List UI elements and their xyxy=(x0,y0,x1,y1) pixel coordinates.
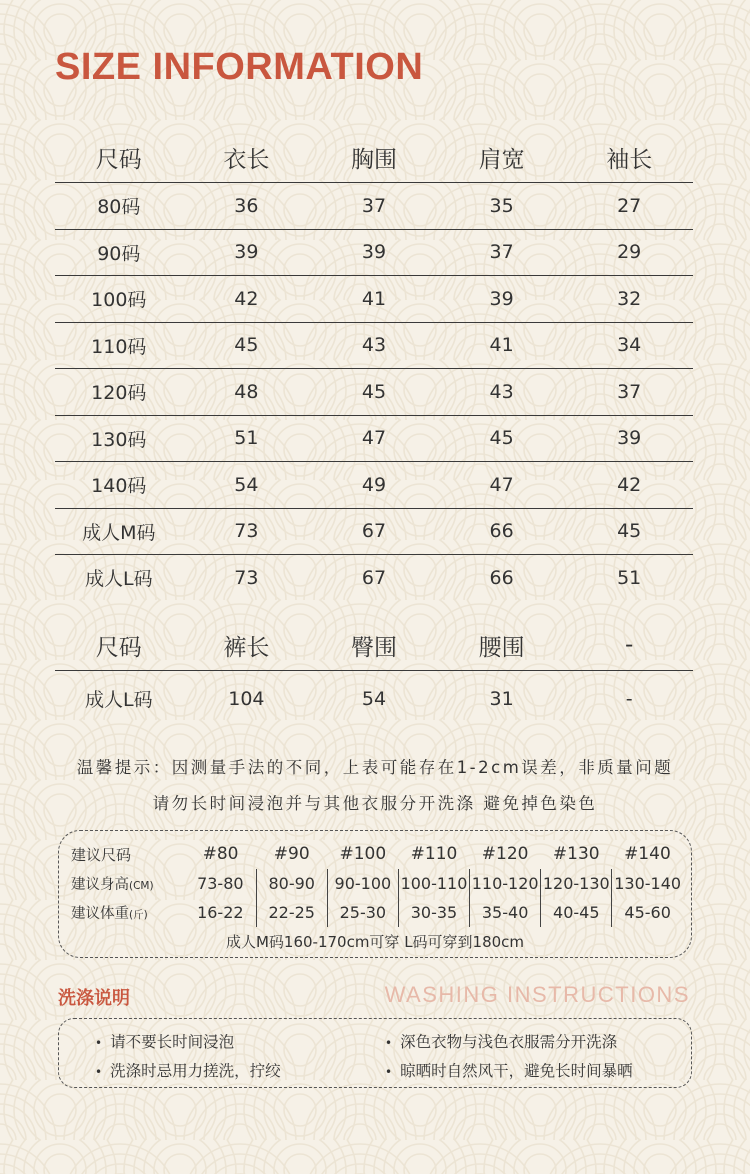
value-cell: 36 xyxy=(183,183,311,230)
reco-size-cell: #130 xyxy=(552,844,600,864)
reco-weight-cell: 30-35 xyxy=(398,898,469,927)
reco-weight-cell: 35-40 xyxy=(470,898,541,927)
size-cell: 成人M码 xyxy=(55,508,183,555)
header-cell: - xyxy=(565,620,693,671)
header-cell: 尺码 xyxy=(55,620,183,671)
header-cell: 臀围 xyxy=(310,620,438,671)
value-cell: 31 xyxy=(489,687,514,710)
value-cell: 41 xyxy=(310,276,438,323)
header-cell: 肩宽 xyxy=(438,132,566,183)
wash-instruction-text: 请不要长时间浸泡 xyxy=(110,1033,235,1051)
value-cell: 45 xyxy=(310,369,438,416)
bullet-icon: • xyxy=(95,1035,103,1050)
table-row xyxy=(55,183,693,230)
reco-height-cell: 73-80 xyxy=(197,874,244,893)
table-row xyxy=(55,462,693,509)
value-cell: 51 xyxy=(183,415,311,462)
reco-height-cell: 110-120 xyxy=(470,869,541,898)
value-cell: 39 xyxy=(183,229,311,276)
value-cell: 42 xyxy=(565,462,693,509)
size-cell: 80码 xyxy=(55,183,183,230)
value-cell: 67 xyxy=(310,508,438,555)
reco-weight-cell: 40-45 xyxy=(541,898,612,927)
header-cell: 袖长 xyxy=(565,132,693,183)
wash-instruction-item xyxy=(95,1030,234,1052)
value-cell: 47 xyxy=(310,415,438,462)
table-row xyxy=(55,508,693,555)
value-cell: 29 xyxy=(565,229,693,276)
reco-size-row xyxy=(71,839,683,869)
table-row xyxy=(55,276,693,323)
bullet-icon: • xyxy=(95,1064,103,1079)
reco-height-cell: 130-140 xyxy=(612,869,683,898)
size-cell: 140码 xyxy=(55,462,183,509)
reco-weight-cell: 25-30 xyxy=(327,898,398,927)
wash-instruction-item xyxy=(385,1059,633,1081)
header-cell: 腰围 xyxy=(438,620,566,671)
tip-line-2: 请勿长时间浸泡并与其他衣服分开洗涤 避免掉色染色 xyxy=(152,794,598,813)
size-cell: 90码 xyxy=(55,229,183,276)
value-cell: 35 xyxy=(438,183,566,230)
size-cell: 120码 xyxy=(55,369,183,416)
value-cell: 27 xyxy=(565,183,693,230)
value-cell: 47 xyxy=(438,462,566,509)
value-cell: 49 xyxy=(310,462,438,509)
value-cell: 37 xyxy=(310,183,438,230)
size-table-header xyxy=(55,132,693,183)
value-cell: 67 xyxy=(361,566,387,589)
reco-height-row xyxy=(71,869,683,898)
size-table xyxy=(55,132,693,601)
reco-size-cell: #140 xyxy=(624,844,671,864)
header-cell: 衣长 xyxy=(183,132,311,183)
height-label-text: 建议身高 xyxy=(71,877,129,893)
reco-height-label xyxy=(71,869,185,898)
header-cell: 裤长 xyxy=(183,620,311,671)
reco-height-cell: 90-100 xyxy=(327,869,398,898)
wash-instruction-item xyxy=(95,1059,281,1081)
reco-size-cell: #90 xyxy=(273,844,310,864)
value-cell: 51 xyxy=(617,566,642,589)
value-cell: 39 xyxy=(310,229,438,276)
value-cell: 66 xyxy=(489,566,514,589)
reco-size-cell: #100 xyxy=(339,844,387,864)
value-cell: 45 xyxy=(438,415,566,462)
value-cell: 39 xyxy=(565,415,693,462)
reco-size-cell: #120 xyxy=(481,844,529,864)
header-cell: 胸围 xyxy=(310,132,438,183)
table-row xyxy=(55,229,693,276)
recommended-size-box xyxy=(58,830,692,958)
washing-title-en: WASHING INSTRUCTIONS xyxy=(384,982,690,1007)
reco-height-cell: 80-90 xyxy=(256,869,327,898)
size-cell: 110码 xyxy=(55,322,183,369)
value-cell: 73 xyxy=(183,508,311,555)
size-cell: 100码 xyxy=(55,276,183,323)
pants-table-header xyxy=(55,620,693,671)
value-cell: 54 xyxy=(183,462,311,509)
reco-height-cell: 120-130 xyxy=(541,869,612,898)
weight-unit: (斤) xyxy=(129,909,148,921)
table-row xyxy=(55,369,693,416)
bullet-icon: • xyxy=(385,1035,393,1050)
page-title: SIZE INFORMATION xyxy=(55,46,424,88)
reco-weight-cell: 16-22 xyxy=(197,903,244,922)
table-row xyxy=(55,671,693,727)
adult-size-note: 成人M码160-170cm可穿 L码可穿到180cm xyxy=(225,933,525,951)
reco-size-label: 建议尺码 xyxy=(71,845,132,864)
height-unit: (CM) xyxy=(129,880,154,892)
value-cell: 37 xyxy=(565,369,693,416)
reco-weight-label xyxy=(71,898,185,927)
reco-size-cell: #80 xyxy=(202,844,239,864)
wash-instruction-item xyxy=(385,1030,617,1052)
washing-instructions-box xyxy=(58,1018,692,1088)
value-cell: 45 xyxy=(565,508,693,555)
reco-weight-cell: 45-60 xyxy=(612,898,683,927)
value-cell: 42 xyxy=(183,276,311,323)
value-cell: 37 xyxy=(438,229,566,276)
value-cell: 66 xyxy=(438,508,566,555)
size-cell: 成人L码 xyxy=(85,689,153,711)
pants-size-table xyxy=(55,620,693,726)
value-cell: 41 xyxy=(438,322,566,369)
wash-instruction-text: 洗涤时忌用力搓洗，拧绞 xyxy=(110,1062,281,1080)
value-cell: 43 xyxy=(438,369,566,416)
value-cell: 104 xyxy=(228,687,265,710)
weight-label-text: 建议体重 xyxy=(71,906,129,922)
table-row xyxy=(55,555,693,601)
wash-instruction-text: 深色衣物与浅色衣服需分开洗涤 xyxy=(400,1033,618,1051)
value-cell: 73 xyxy=(234,566,259,589)
value-cell: 45 xyxy=(183,322,311,369)
value-cell: 48 xyxy=(183,369,311,416)
reco-size-cell: #110 xyxy=(410,844,458,864)
table-row xyxy=(55,415,693,462)
value-cell: 43 xyxy=(310,322,438,369)
size-cell: 130码 xyxy=(55,415,183,462)
size-cell: 成人L码 xyxy=(85,568,153,591)
value-cell: 32 xyxy=(565,276,693,323)
wash-instruction-text: 晾晒时自然风干，避免长时间暴晒 xyxy=(400,1062,633,1080)
washing-title-cn: 洗涤说明 xyxy=(58,988,130,1009)
value-cell: 34 xyxy=(565,322,693,369)
value-cell: - xyxy=(625,687,633,710)
tip-line-1: 温馨提示：因测量手法的不同，上表可能存在1-2cm误差，非质量问题 xyxy=(76,758,674,777)
value-cell: 54 xyxy=(361,687,387,710)
recommended-size-table xyxy=(71,839,683,927)
header-cell: 尺码 xyxy=(55,132,183,183)
reco-height-cell: 100-110 xyxy=(398,869,469,898)
value-cell: 39 xyxy=(438,276,566,323)
table-row xyxy=(55,322,693,369)
reco-weight-cell: 22-25 xyxy=(256,898,327,927)
reco-weight-row xyxy=(71,898,683,927)
bullet-icon: • xyxy=(385,1064,393,1079)
